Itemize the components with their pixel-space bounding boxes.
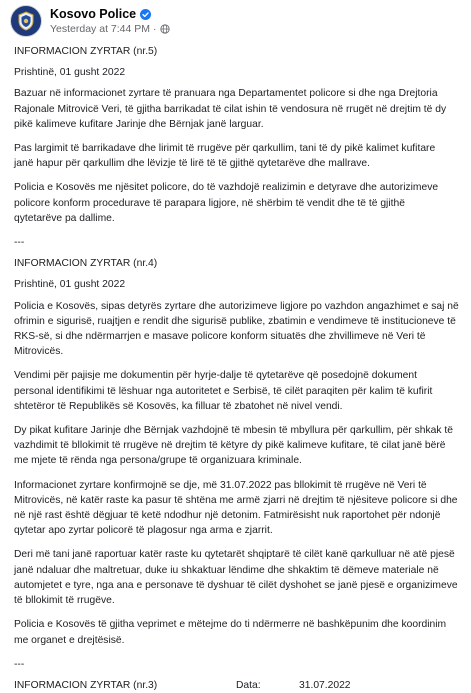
section-title-nr5: INFORMACION ZYRTAR (nr.5)	[14, 46, 158, 57]
separator-2: ---	[14, 658, 25, 670]
date-value: 31.07.2022	[299, 679, 351, 691]
paragraph-nr4-4: Informacionet zyrtare konfirmojnë se dje, më 31.07.2022 pas bllokimit të rrugëve në Veri të Mitrovicës, në katër raste ka pasur të shtëna me armë zjarri në drejtim të njësiteve policore si dhe në një rast është dëgjuar të ketë ndodhur një detonim. Fatmirësisht nuk raportohet për ndonjë qytetar apo zyrtar policorë të plagosur nga arma e zjarrit.	[14, 479, 458, 537]
page-name-row	[50, 6, 170, 22]
post-body	[0, 38, 471, 693]
paragraph-nr5-1: Bazuar në informacionet zyrtare të pranuara nga Departamentet policore si dhe nga Drejtoria Rajonale Mitrovicë Veri, të gjitha barrikadat të cilat ishin të vendosura në rrugët në drejtim të dy pikë kalimeve kufitare Jarinje dhe Bërnjak janë larguar.	[14, 88, 447, 130]
section-title-nr3: INFORMACION ZYRTAR (nr.3)	[14, 679, 158, 691]
paragraph-nr4-3: Dy pikat kufitare Jarinje dhe Bërnjak vazhdojnë të mbesin të mbyllura për qarkullim, për shkak të vazhdimit të bllokimit të rrugëve në drejtim të këtyre dy pikë kalimeve kufitare, të cilat janë bërë me mjete të rënda nga persona/grupe të organizuara kriminale.	[14, 425, 453, 467]
page-name[interactable]: Kosovo Police	[50, 7, 137, 21]
kosovo-police-logo-icon	[15, 10, 37, 32]
paragraph-nr5-3: Policia e Kosovës me njësitet policore, do të vazhdojë realizimin e detyrave dhe autorizimeve policore konform procedurave të parapara ligjore, në shërbim të vendit dhe të të gjithë qytetarëve pa dallime.	[14, 182, 439, 224]
section-title-nr3-row	[14, 678, 463, 693]
paragraph-nr4-6: Policia e Kosovës të gjitha veprimet e mëtejme do ti ndërmerre në bashkëpunim dhe koordinim me organet e drejtësisë.	[14, 619, 447, 646]
paragraph-nr5-2: Pas largimit të barrikadave dhe lirimit të rrugëve për qarkullim, tani të dy pikë kalimet kufitare janë hapur për qarkullim dhe lëvizje të lirë të të gjithë qytetarëve dhe mallrave.	[14, 143, 436, 170]
post-meta	[50, 22, 170, 36]
paragraph-nr4-2: Vendimi për pajisje me dokumentin për hyrje-dalje të qytetarëve që posedojnë dokument personal identifikimi të lëshuar nga autoritetet e Serbisë, të cilët paraqiten për kalim të kufirit shtetëror të Republikës së Kosovës, ka filluar të zbatohet në nivel vendi.	[14, 370, 433, 412]
paragraph-nr4-1: Policia e Kosovës, sipas detyrës zyrtare dhe autorizimeve ligjore po vazhdon angazhimet e saj në ofrimin e sigurisë, ruajtjen e rendit dhe sigurisë publike, zbatimin e vendimeve të institucioneve të RKS-së, si dhe ndërmarrjen e masave policore konform situatës dhe zhvillimeve në Veri të Mitrovicës.	[14, 300, 459, 358]
meta-separator: ·	[153, 23, 157, 35]
paragraph-nr4-5: Deri më tani janë raportuar katër raste ku qytetarët shqiptarë të cilët kanë qarkulluar në atë pjesë janë ndaluar dhe maltretuar, duke iu shkaktuar lëndime dhe shkaktim të dëmeve materiale në automjetet e tyre, nga ana e personave të dyshuar të cilët dyshohet se janë pjesë e organizimeve të bllokimit të rrugëve.	[14, 549, 458, 607]
place-date-nr5: Prishtinë, 01 gusht 2022	[14, 67, 126, 79]
date-label: Data:	[236, 679, 261, 691]
post-timestamp[interactable]: Yesterday at 7:44 PM	[50, 23, 151, 35]
avatar[interactable]	[10, 5, 42, 37]
separator-1: ---	[14, 237, 25, 249]
section-title-nr4: INFORMACION ZYRTAR (nr.4)	[14, 258, 158, 270]
verified-badge-icon	[140, 9, 151, 20]
place-date-nr4: Prishtinë, 01 gusht 2022	[14, 279, 126, 291]
globe-icon[interactable]	[160, 24, 170, 34]
header-text	[50, 6, 170, 36]
post-header	[0, 0, 471, 38]
